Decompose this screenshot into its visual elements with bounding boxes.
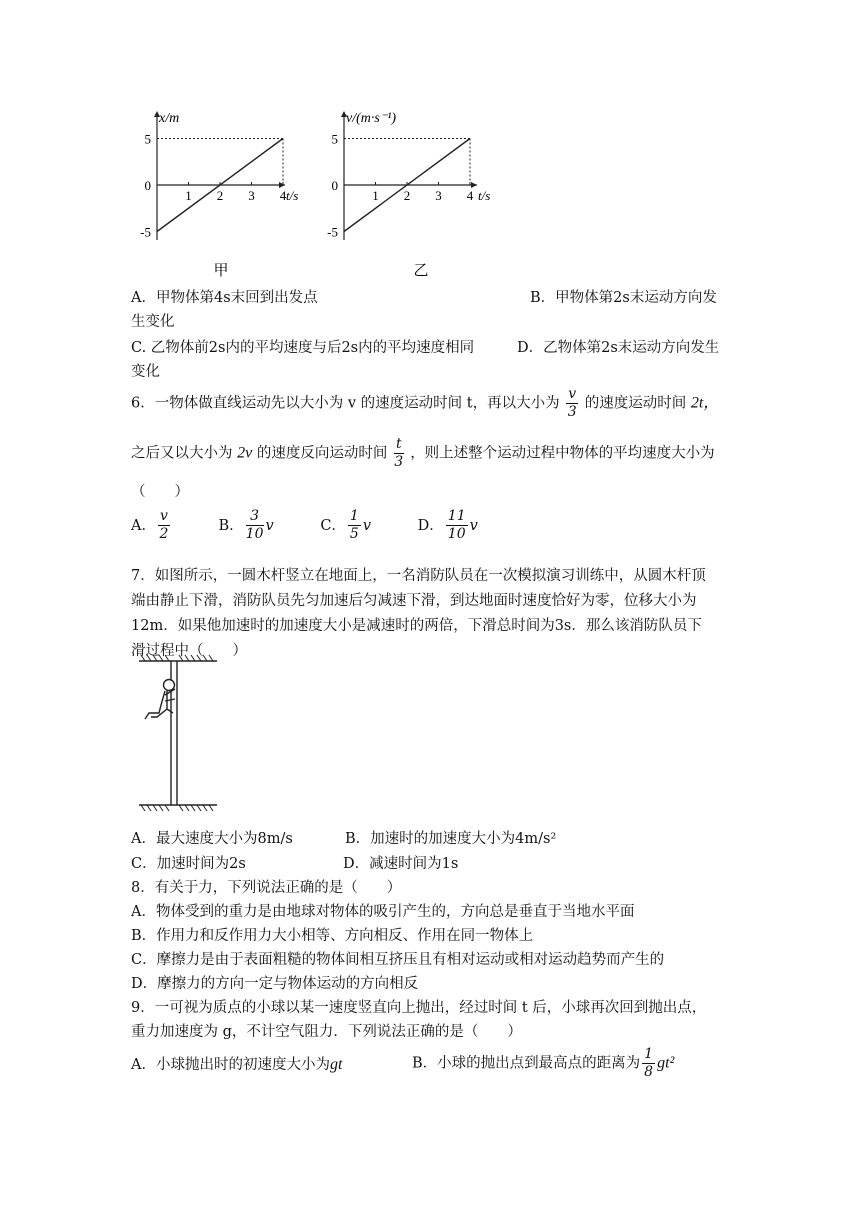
q7-option-c: C．加速时间为2s (131, 856, 246, 872)
q5-option-d: D．乙物体第2s末运动方向发生 (517, 340, 720, 356)
jia-xlabel: t/s (286, 188, 299, 203)
yi-caption: 乙 (413, 263, 429, 279)
q6-text1: 6．一物体做直线运动先以大小为 v 的速度运动时间 t，再以大小为 (131, 395, 560, 412)
graph-jia (135, 105, 305, 285)
graph-yi (322, 105, 497, 285)
q6-paren: （ ） (131, 484, 189, 500)
q6-text2c: 的速度反向运动时间 (256, 445, 388, 462)
yi-xtick-1: 1 (372, 188, 379, 203)
q6-option-b: B． $\frac{3}{10}$ v (218, 508, 274, 542)
q6-frac-t3: $\frac{t}{3}$ (394, 436, 404, 470)
q6-options (131, 508, 478, 543)
jia-ylabel: x/m (159, 111, 180, 126)
q6-frac-v3: $\frac{v}{3}$ (567, 386, 577, 420)
q5-option-c: C. 乙物体前2s内的平均速度与后2s内的平均速度相同 (131, 340, 475, 356)
q9-option-b: B．小球的抛出点到最高点的距离为 $\frac{1}{8}$ gt² (412, 1046, 675, 1080)
q6-line2 (131, 436, 715, 471)
q9-line1: 9．一可视为质点的小球以某一速度竖直向上抛出，经过时间 t 后，小球再次回到抛出点， (131, 1000, 707, 1016)
jia-xtick-2: 2 (216, 188, 224, 203)
jia-ytick-2: -5 (140, 224, 151, 240)
q7-line1: 7．如图所示，一圆木杆竖立在地面上，一名消防队员在一次模拟演习训练中，从圆木杆顶 (131, 568, 706, 584)
q8-option-b: B．作用力和反作用力大小相等、方向相反、作用在同一物体上 (131, 928, 534, 944)
q6-text2: 之后又以大小为 (131, 445, 233, 462)
jia-ytick-0: 5 (144, 131, 151, 147)
q9-line2: 重力加速度为 g，不计空气阻力．下列说法正确的是（ ） (131, 1024, 522, 1040)
q6-option-d: D． $\frac{11}{10}$ v (417, 508, 478, 542)
yi-xtick-2: 2 (403, 188, 411, 203)
yi-ytick-0: 5 (331, 131, 338, 147)
yi-xlabel: t/s (478, 188, 491, 203)
q6-line1 (131, 386, 719, 421)
q7-line2: 端由静止下滑，消防队员先匀加速后匀减速下滑，到达地面时速度恰好为零，位移大小为 (131, 593, 697, 609)
q6-text2b: 2v (237, 444, 253, 462)
jia-xtick-4: 4 (279, 188, 287, 203)
jia-caption: 甲 (213, 263, 229, 279)
q5-option-b: B．甲物体第2s末运动方向发 (530, 290, 717, 306)
q9-option-a: A．小球抛出时的初速度大小为gt (131, 1056, 343, 1073)
jia-xtick-3: 3 (248, 188, 255, 203)
yi-ytick-1: 0 (331, 178, 338, 193)
q7-line3: 12m．如果他加速时的加速度大小是减速时的两倍，下滑总时间为3s．那么该消防队员下 (131, 618, 702, 634)
yi-xtick-3: 3 (435, 188, 442, 203)
q7-option-a: A．最大速度大小为8m/s (131, 831, 293, 847)
jia-xtick-1: 1 (185, 188, 192, 203)
yi-xtick-4: 4 (466, 188, 474, 203)
yi-ytick-2: -5 (327, 224, 338, 240)
firefighter-pole-figure (135, 653, 225, 813)
q8-stem: 8．有关于力，下列说法正确的是（ ） (131, 880, 402, 896)
q5-option-b-cont: 生变化 (131, 314, 175, 330)
yi-ylabel: v/(m·s⁻¹) (346, 111, 397, 126)
q6-option-c: C． $\frac{1}{5}$ v (320, 508, 372, 542)
q5-option-d-cont: 变化 (131, 364, 160, 380)
q5-option-a: A．甲物体第4s末回到出发点 (131, 290, 318, 306)
q8-option-a: A．物体受到的重力是由地球对物体的吸引产生的，方向总是垂直于当地水平面 (131, 904, 635, 920)
q7-option-d: D．减速时间为1s (343, 856, 459, 872)
q7-option-b: B．加速时的加速度大小为4m/s² (345, 831, 557, 847)
jia-ytick-1: 0 (144, 178, 151, 193)
q7-line4: 滑过程中（ ） (131, 643, 247, 659)
q8-option-c: C．摩擦力是由于表面粗糙的物体间相互挤压且有相对运动或相对运动趋势而产生的 (131, 952, 665, 968)
q6-option-a: A． $\frac{v}{2}$ (131, 508, 169, 542)
q6-text1c: 2t， (690, 394, 720, 412)
q6-text2d: ，则上述整个运动过程中物体的平均速度大小为 (410, 445, 715, 462)
q6-text1b: 的速度运动时间 (584, 395, 687, 412)
q8-option-d: D．摩擦力的方向一定与物体运动的方向相反 (131, 976, 419, 992)
